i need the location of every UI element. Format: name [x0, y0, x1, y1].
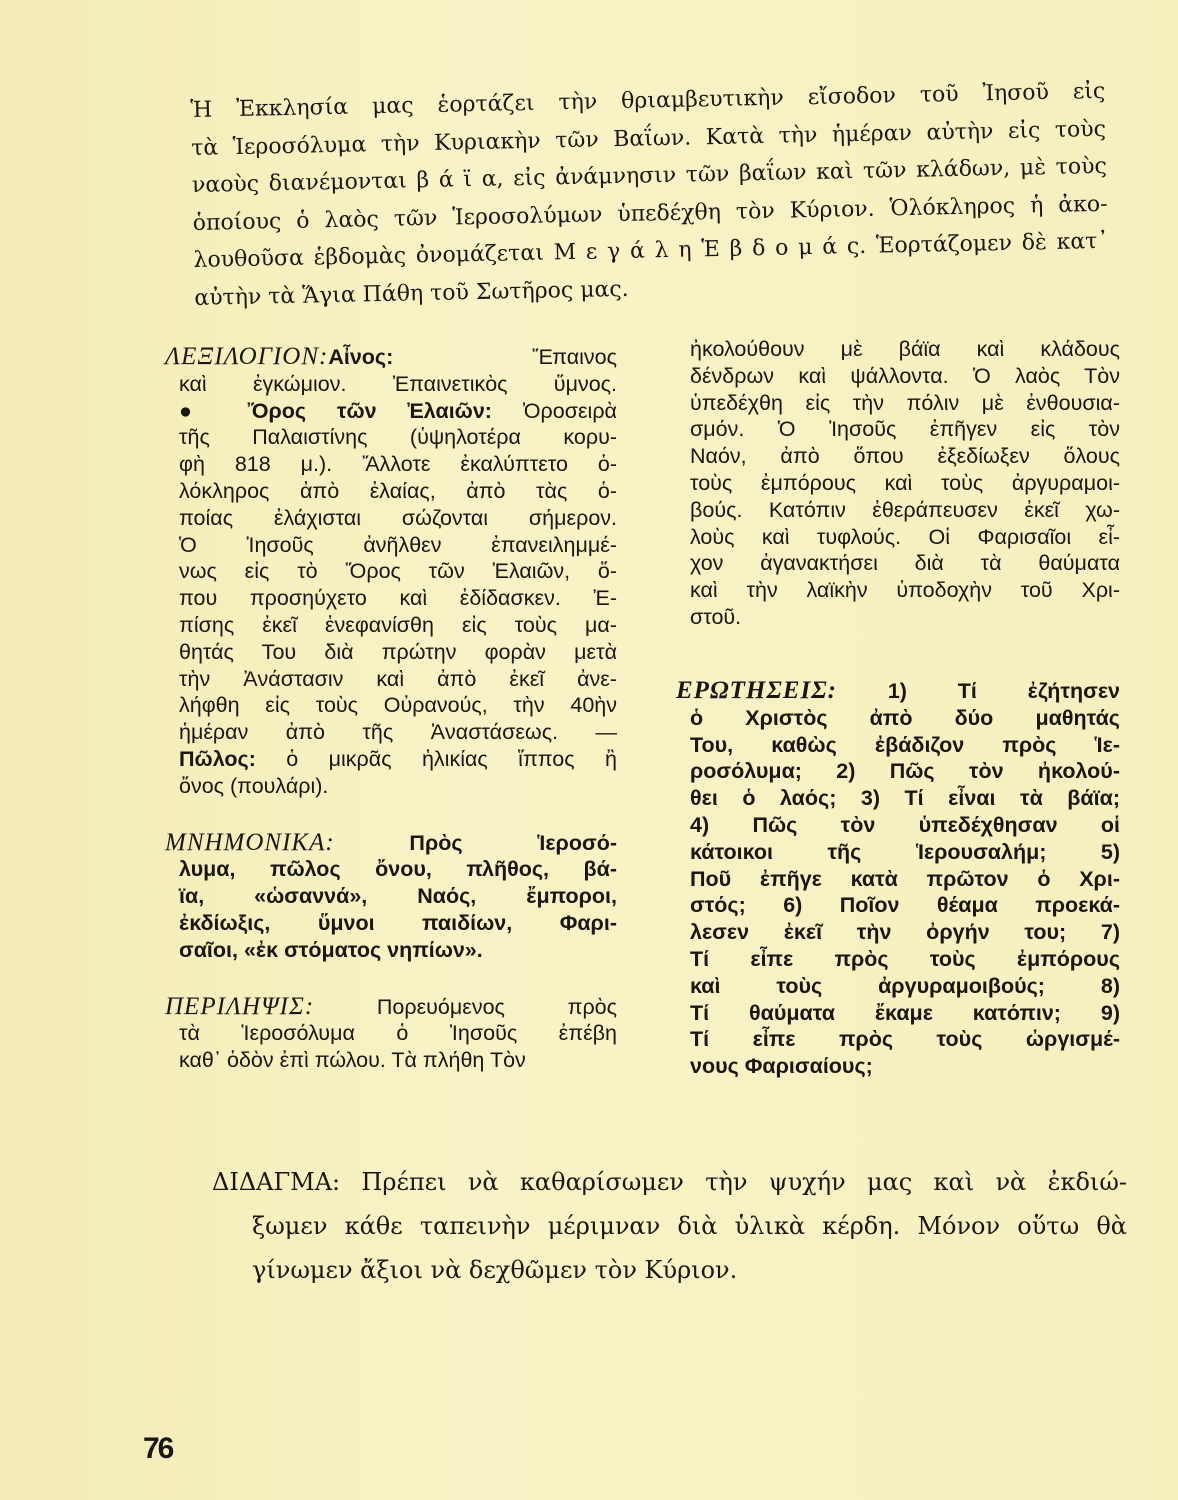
vocabulary-line [165, 773, 617, 800]
mnemonics-line [165, 910, 617, 937]
text: Ἔπαινος [393, 345, 617, 369]
summary-line [165, 1020, 617, 1047]
summary-line: σμόν. Ὁ Ἰησοῦς ἐπῆγεν εἰς τὸν [690, 417, 1120, 442]
questions-line [676, 758, 1120, 785]
summary-line: τοὺς ἐμπόρους καὶ τοὺς ἀργυραμοι- [690, 470, 1120, 495]
term: Πῶλος: [179, 746, 256, 771]
vocabulary-line [165, 585, 617, 612]
summary-line: χον ἀγανακτήσει διὰ τὰ θαύματα [690, 551, 1120, 576]
question-number: 2) [836, 759, 856, 784]
vocabulary-line [165, 344, 617, 371]
questions-line [676, 705, 1120, 732]
vocabulary-line [165, 424, 617, 451]
term: ϊα, «ὡσαννά», Ναός, ἔμποροι, [179, 884, 617, 909]
mnemonics-line [165, 883, 617, 910]
intro-paragraph [190, 73, 1110, 317]
left-column [165, 344, 617, 1074]
summary-line: λοὺς καὶ τυφλούς. Οἱ Φαρισαῖοι εἶ- [690, 524, 1120, 549]
vocabulary-line [165, 746, 617, 773]
questions-line [676, 1026, 1120, 1053]
text: στός; [690, 893, 784, 918]
vocabulary-line [165, 451, 617, 478]
text: Ὀροσειρὰ [491, 398, 617, 423]
term: Ὄρος τῶν Ἐλαιῶν: [216, 398, 492, 423]
text: λεσεν ἐκεῖ τὴν ὀργήν του; [690, 920, 1101, 945]
text: λόκληρος ἀπὸ ἐλαίας, ἀπὸ τὰς ὁ- [179, 478, 617, 503]
text: ποίας ἐλάχισται σώζονται σήμερον. [179, 505, 617, 530]
vocabulary-line [165, 478, 617, 505]
question-number: 3) [860, 786, 880, 811]
intro-line: Ἡ Ἐκκλησία μας ἑορτάζει τὴν θριαμβευτικὴν εἴσοδον τοῦ Ἰησοῦ εἰς [190, 78, 1106, 123]
summary-line: ἠκολούθουν μὲ βάϊα καὶ κλάδους [690, 337, 1120, 361]
questions-heading: ΕΡΩΤΗΣΕΙΣ: [676, 677, 838, 704]
question-number: 9) [1100, 1000, 1120, 1025]
intro-line: αὐτὴν τὰ Ἅγια Πάθη τοῦ Σωτῆρος μας. [194, 276, 629, 311]
vocabulary-line [165, 666, 617, 693]
term: Αἶνος: [328, 345, 394, 369]
vocabulary-line [165, 558, 617, 585]
text: πίσης ἐκεῖ ἐνεφανίσθη εἰς τοὺς μα- [179, 612, 617, 637]
text: κάτοικοι τῆς Ἱερουσαλήμ; [690, 839, 1101, 864]
page-number: 76 [143, 1432, 173, 1465]
text: ὁ Χριστὸς ἀπὸ δύο μαθητάς [690, 705, 1120, 730]
summary-line: δένδρων καὶ ψάλλοντα. Ὁ λαὸς Τὸν [690, 363, 1120, 388]
summary-heading: ΠΕΡΙΛΗΨΙΣ: [165, 992, 315, 1020]
text: θητάς Του διὰ πρώτην φορὰν μετὰ [179, 639, 617, 664]
text: Πορευόμενος πρὸς [314, 994, 617, 1019]
text: λήφθη εἰς τοὺς Οὐρανούς, τὴν 40ὴν [179, 693, 617, 718]
summary-line: καὶ τὴν λαϊκὴν ὑποδοχὴν τοῦ Χρι- [690, 578, 1120, 603]
text: θει ὁ λαός; [690, 786, 861, 811]
lesson-line: ξωμεν κάθε ταπεινὴν μέριμναν διὰ ὑλικὰ κέρδη. Μόνον οὕτω θὰ [252, 1212, 1127, 1240]
mnemonics-line [165, 856, 617, 883]
summary-line [165, 994, 617, 1021]
intro-line: λουθοῦσα ἑβδομὰς ὀνομάζεται Μ ε γ ά λ η Ἑ β δ ο μ ά ς. Ἑορτάζομεν δὲ κατ᾽ [193, 228, 1109, 273]
vocabulary-line [165, 505, 617, 532]
term: Πρὸς Ἱεροσό- [334, 830, 617, 855]
question-number: 5) [1100, 839, 1120, 864]
text: νως εἰς τὸ Ὄρος τῶν Ἐλαιῶν, ὅ- [179, 559, 617, 584]
mnemonics-heading: ΜΝΗΜΟΝΙΚΑ: [165, 828, 335, 856]
text: φὴ 818 μ.). Ἄλλοτε ἐκαλύπτετο ὁ- [179, 452, 617, 477]
mnemonics-line [165, 937, 617, 964]
vocabulary-line [165, 639, 617, 666]
vocabulary-line [165, 398, 617, 425]
text: ἡμέραν ἀπὸ τῆς Ἀναστάσεως. — [179, 720, 617, 745]
questions-line [676, 1000, 1120, 1027]
text: Πῶς τὸν ὑπεδέχθησαν οἱ [709, 812, 1120, 837]
intro-line: τὰ Ἱεροσόλυμα τὴν Κυριακὴν τῶν Βαΐων. Κατὰ τὴν ἡμέραν αὐτὴν εἰς τοὺς [190, 116, 1107, 161]
text: Τί εἶπε πρὸς τοὺς ἐμπόρους [690, 946, 1120, 971]
text: τὰ Ἱεροσόλυμα ὁ Ἰησοῦς ἐπέβη [179, 1021, 617, 1046]
summary-line: ὑπεδέχθη εἰς τὴν πόλιν μὲ ἐνθουσια- [690, 390, 1120, 415]
text: νους Φαρισαίους; [690, 1054, 873, 1079]
vocabulary-line [165, 719, 617, 746]
text: Ποῦ ἐπῆγε κατὰ πρῶτον ὁ Χρι- [690, 866, 1120, 891]
vocabulary-heading: ΛΕΞΙΛΟΓΙΟΝ: [165, 343, 329, 370]
question-number: 6) [783, 893, 803, 918]
text: Πῶς τὸν ἠκολού- [855, 759, 1120, 784]
text: Ὁ Ἰησοῦς ἀνῆλθεν ἐπανειλημμέ- [179, 532, 617, 557]
lesson-paragraph [212, 1160, 1127, 1292]
text: Του, καθὼς ἐβάδιζον πρὸς Ἱε- [690, 732, 1120, 757]
lesson-line: ΔΙΔΑΓΜΑ: Πρέπει νὰ καθαρίσωμεν τὴν ψυχήν μας καὶ νὰ ἐκδιώ- [212, 1168, 1127, 1196]
text: καθ᾽ ὁδὸν ἐπὶ πώλου. Τὰ πλήθη Τὸν [179, 1048, 526, 1073]
term: λυμα, πῶλος ὄνου, πλῆθος, βά- [179, 857, 617, 882]
text: ὄνος (πουλάρι). [179, 773, 329, 798]
text: που προσηύχετο καὶ ἐδίδασκεν. Ἐ- [179, 586, 617, 611]
question-number: 1) [837, 679, 907, 703]
questions-line [676, 1053, 1120, 1080]
vocabulary-line [165, 692, 617, 719]
questions-section [676, 678, 1120, 1080]
text: Τί εἶπε πρὸς τοὺς ὠργισμέ- [690, 1027, 1120, 1052]
questions-line [676, 919, 1120, 946]
term: σαῖοι, «ἐκ στόματος νηπίων». [179, 937, 483, 962]
intro-line: ναοὺς διανέμονται β ά ϊ α, εἰς ἀνάμνησιν τῶν βαΐων καὶ τῶν κλάδων, μὲ τοὺς [191, 153, 1108, 198]
questions-line [676, 785, 1120, 812]
text: Τί ἐζήτησεν [906, 679, 1121, 703]
text: Τί θαύματα ἔκαμε κατόπιν; [690, 1000, 1101, 1025]
term: ἐκδίωξις, ὕμνοι παιδίων, Φαρι- [179, 910, 617, 935]
questions-line [676, 678, 1120, 705]
questions-line [676, 973, 1120, 1000]
questions-line [676, 732, 1120, 759]
question-number: 7) [1100, 920, 1120, 945]
intro-line: ὁποίους ὁ λαὸς τῶν Ἱεροσολύμων ὑπεδέχθη τὸν Κύριον. Ὁλόκληρος ἡ ἀκο- [192, 191, 1108, 236]
vocabulary-line [165, 371, 617, 398]
mnemonics-line [165, 830, 617, 857]
question-number: 4) [690, 812, 710, 837]
questions-line [676, 866, 1120, 893]
vocabulary-line [165, 532, 617, 559]
questions-line [676, 946, 1120, 973]
questions-line [676, 892, 1120, 919]
text: Ποῖον θέαμα προεκά- [802, 893, 1120, 918]
lesson-line: γίνωμεν ἄξιοι νὰ δεχθῶμεν τὸν Κύριον. [252, 1256, 738, 1284]
question-number: 8) [1100, 973, 1120, 998]
text: καὶ τοὺς ἀργυραμοιβούς; [690, 973, 1101, 998]
questions-line [676, 812, 1120, 839]
summary-line: στοῦ. [690, 604, 742, 629]
right-column [690, 336, 1120, 631]
text: Τί εἶναι τὰ βάϊα; [880, 786, 1120, 811]
questions-line [676, 839, 1120, 866]
text: καὶ ἐγκώμιον. Ἐπαινετικὸς ὕμνος. [179, 371, 617, 396]
text: τῆς Παλαιστίνης (ὑψηλοτέρα κορυ- [179, 425, 617, 450]
text: τὴν Ἀνάστασιν καὶ ἀπὸ ἐκεῖ ἀνε- [179, 666, 617, 691]
vocabulary-line [165, 612, 617, 639]
text: ὁ μικρᾶς ἡλικίας ἵππος ἢ [255, 746, 617, 771]
summary-line: Ναόν, ἀπὸ ὅπου ἐξεδίωξεν ὅλους [690, 444, 1120, 469]
bullet-icon: ● [179, 398, 217, 423]
summary-line: βούς. Κατόπιν ἐθεράπευσεν ἐκεῖ χω- [690, 497, 1120, 522]
summary-line [165, 1047, 617, 1074]
text: ροσόλυμα; [690, 759, 837, 784]
